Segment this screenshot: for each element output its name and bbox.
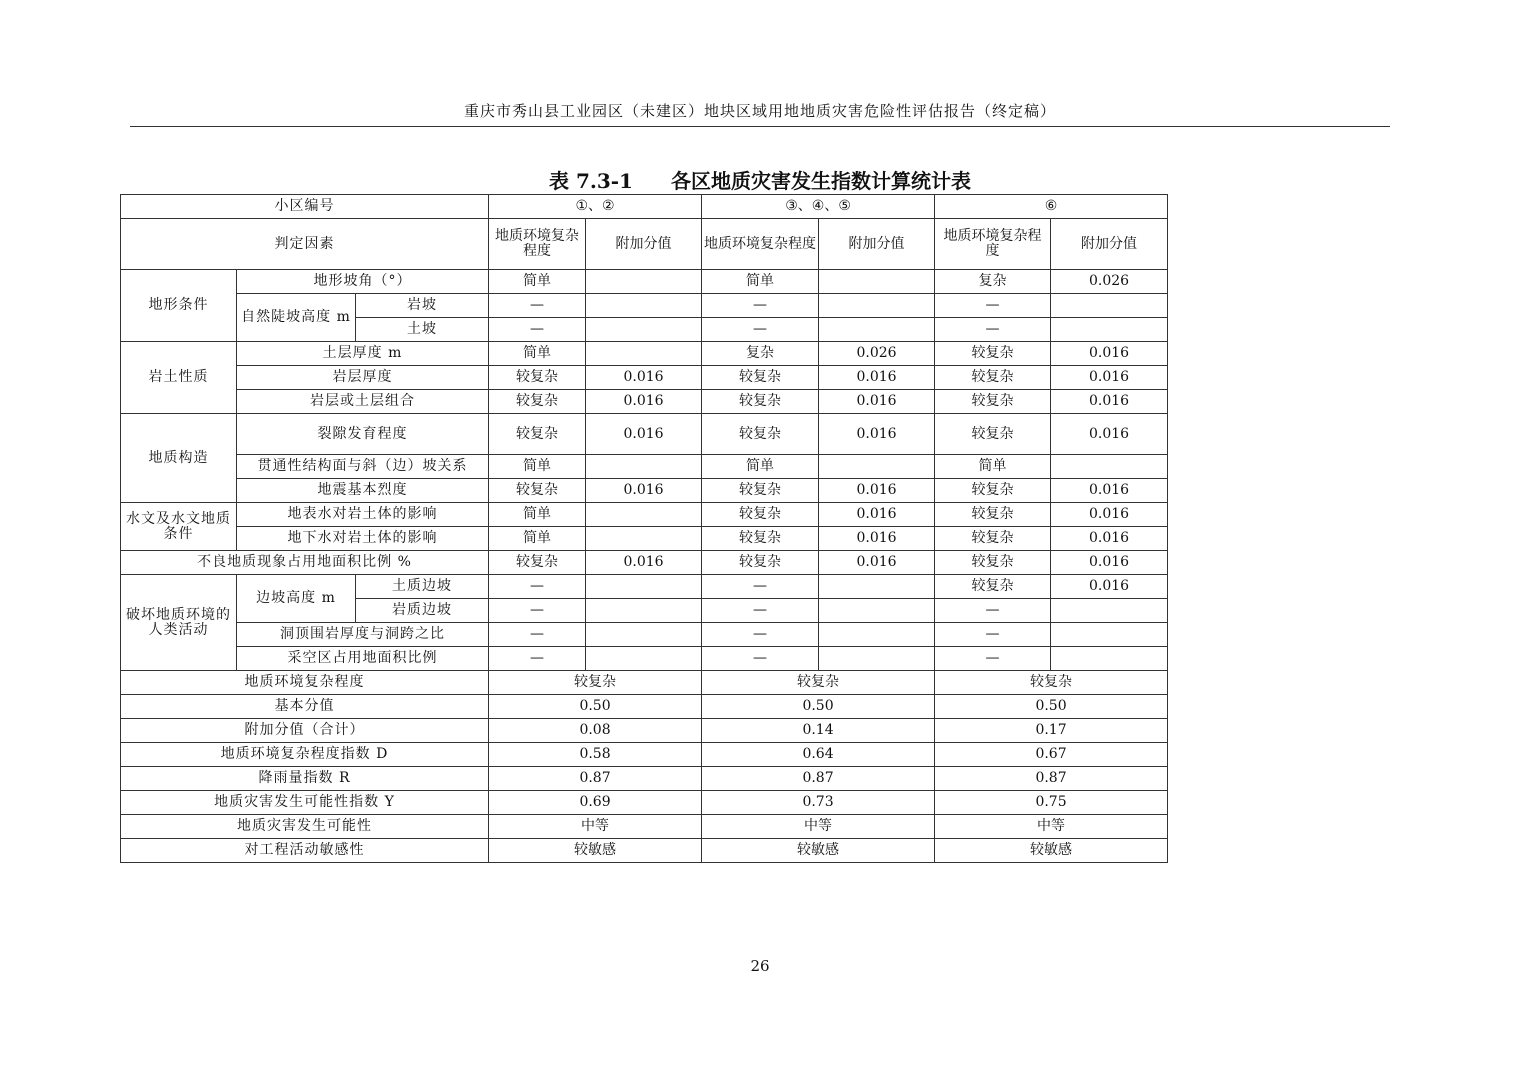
cell: 0.016 <box>586 390 702 414</box>
cell: 复杂 <box>935 270 1051 294</box>
cell: — <box>702 294 819 318</box>
summary-cell: 较复杂 <box>935 671 1168 695</box>
factor-label: 判定因素 <box>121 219 489 270</box>
factor-label: 地震基本烈度 <box>237 479 489 503</box>
summary-cell: 中等 <box>489 815 702 839</box>
cell: 简单 <box>489 527 586 551</box>
factor-label: 岩质边坡 <box>356 599 489 623</box>
cell: 0.016 <box>819 551 935 575</box>
cell <box>819 294 935 318</box>
cell <box>586 455 702 479</box>
cell: 较复杂 <box>702 414 819 455</box>
cell <box>819 647 935 671</box>
cell: 0.016 <box>586 479 702 503</box>
cell: 0.016 <box>819 503 935 527</box>
cell <box>586 342 702 366</box>
cell: 较复杂 <box>935 527 1051 551</box>
summary-cell: 0.17 <box>935 719 1168 743</box>
summary-cell: 较敏感 <box>935 839 1168 863</box>
cell: 0.016 <box>819 479 935 503</box>
cell: 0.016 <box>1051 503 1168 527</box>
summary-label: 地质环境复杂程度 <box>121 671 489 695</box>
cell: — <box>702 623 819 647</box>
cell: 简单 <box>702 455 819 479</box>
cell <box>819 575 935 599</box>
cell <box>819 455 935 479</box>
summary-cell: 0.50 <box>935 695 1168 719</box>
cell: 0.016 <box>1051 575 1168 599</box>
summary-cell: 较敏感 <box>702 839 935 863</box>
cell: 较复杂 <box>489 414 586 455</box>
summary-label: 地质灾害发生可能性指数 Y <box>121 791 489 815</box>
cell <box>586 527 702 551</box>
cell: — <box>935 294 1051 318</box>
summary-cell: 较敏感 <box>489 839 702 863</box>
factor-label: 土层厚度 m <box>237 342 489 366</box>
table-title <box>0 165 1520 194</box>
zone-header: ①、② <box>489 195 702 219</box>
cell: 较复杂 <box>935 414 1051 455</box>
cell: 较复杂 <box>489 551 586 575</box>
factor-label: 岩层厚度 <box>237 366 489 390</box>
header-rule <box>130 126 1390 127</box>
summary-cell: 0.14 <box>702 719 935 743</box>
cell: 较复杂 <box>935 551 1051 575</box>
cell: — <box>935 623 1051 647</box>
col-addition: 附加分值 <box>586 219 702 270</box>
summary-cell: 0.87 <box>702 767 935 791</box>
cell: — <box>702 647 819 671</box>
cell: 较复杂 <box>935 503 1051 527</box>
cell: — <box>702 575 819 599</box>
page-number: 26 <box>750 957 770 975</box>
summary-cell: 较复杂 <box>489 671 702 695</box>
summary-cell: 中等 <box>935 815 1168 839</box>
cell: 简单 <box>935 455 1051 479</box>
group-structure: 地质构造 <box>121 414 237 503</box>
subgroup-slope-height: 边坡高度 m <box>237 575 356 623</box>
cell: 0.016 <box>1051 527 1168 551</box>
summary-cell: 0.08 <box>489 719 702 743</box>
cell <box>819 599 935 623</box>
cell <box>1051 455 1168 479</box>
cell <box>586 599 702 623</box>
cell: — <box>489 647 586 671</box>
col-complexity: 地质环境复杂程度 <box>935 219 1051 270</box>
col-complexity: 地质环境复杂程度 <box>489 219 586 270</box>
cell: 较复杂 <box>935 479 1051 503</box>
summary-cell: 0.67 <box>935 743 1168 767</box>
cell: — <box>489 623 586 647</box>
cell <box>1051 647 1168 671</box>
summary-label: 对工程活动敏感性 <box>121 839 489 863</box>
cell: 0.026 <box>819 342 935 366</box>
summary-label: 降雨量指数 R <box>121 767 489 791</box>
cell <box>586 270 702 294</box>
col-addition: 附加分值 <box>1051 219 1168 270</box>
cell: — <box>489 599 586 623</box>
col-addition: 附加分值 <box>819 219 935 270</box>
cell: 简单 <box>489 270 586 294</box>
cell <box>1051 599 1168 623</box>
cell: 0.016 <box>586 366 702 390</box>
cell <box>819 318 935 342</box>
table-caption: 各区地质灾害发生指数计算统计表 <box>670 169 971 193</box>
table-number: 表 7.3-1 <box>549 169 633 193</box>
cell: 0.016 <box>819 390 935 414</box>
cell: 0.016 <box>1051 551 1168 575</box>
cell: 0.016 <box>1051 366 1168 390</box>
hazard-index-table <box>120 194 1168 863</box>
factor-label: 不良地质现象占用地面积比例 % <box>121 551 489 575</box>
cell: — <box>935 599 1051 623</box>
cell <box>819 623 935 647</box>
cell: 较复杂 <box>702 551 819 575</box>
summary-cell: 0.64 <box>702 743 935 767</box>
factor-label: 裂隙发育程度 <box>237 414 489 455</box>
cell: — <box>489 318 586 342</box>
cell <box>1051 294 1168 318</box>
cell: 0.016 <box>586 551 702 575</box>
cell: 0.016 <box>819 366 935 390</box>
factor-label: 地形坡角（°） <box>237 270 489 294</box>
cell: 简单 <box>702 270 819 294</box>
factor-label: 地下水对岩土体的影响 <box>237 527 489 551</box>
summary-cell: 0.87 <box>935 767 1168 791</box>
factor-label: 贯通性结构面与斜（边）坡关系 <box>237 455 489 479</box>
subgroup-natural-slope: 自然陡坡高度 m <box>237 294 356 342</box>
summary-label: 地质灾害发生可能性 <box>121 815 489 839</box>
cell <box>1051 623 1168 647</box>
cell: 0.016 <box>586 414 702 455</box>
cell <box>586 294 702 318</box>
summary-cell: 0.50 <box>702 695 935 719</box>
group-human: 破坏地质环境的人类活动 <box>121 575 237 671</box>
cell: 简单 <box>489 342 586 366</box>
summary-label: 附加分值（合计） <box>121 719 489 743</box>
cell: 较复杂 <box>702 366 819 390</box>
cell: 较复杂 <box>935 575 1051 599</box>
summary-cell: 0.73 <box>702 791 935 815</box>
group-terrain: 地形条件 <box>121 270 237 342</box>
col-complexity: 地质环境复杂程度 <box>702 219 819 270</box>
cell: 较复杂 <box>702 503 819 527</box>
cell <box>586 503 702 527</box>
cell: — <box>489 294 586 318</box>
factor-label: 洞顶围岩厚度与洞跨之比 <box>237 623 489 647</box>
cell: 0.016 <box>1051 479 1168 503</box>
cell: 0.016 <box>1051 390 1168 414</box>
summary-cell: 0.69 <box>489 791 702 815</box>
zone-label: 小区编号 <box>121 195 489 219</box>
factor-label: 土质边坡 <box>356 575 489 599</box>
cell: 较复杂 <box>489 479 586 503</box>
document-header: 重庆市秀山县工业园区（未建区）地块区域用地地质灾害危险性评估报告（终定稿） <box>463 102 1056 120</box>
cell: 0.016 <box>1051 414 1168 455</box>
summary-cell: 0.58 <box>489 743 702 767</box>
cell: 0.016 <box>819 527 935 551</box>
summary-cell: 中等 <box>702 815 935 839</box>
factor-label: 岩坡 <box>356 294 489 318</box>
cell: 复杂 <box>702 342 819 366</box>
summary-cell: 0.87 <box>489 767 702 791</box>
group-water: 水文及水文地质条件 <box>121 503 237 551</box>
summary-label: 地质环境复杂程度指数 D <box>121 743 489 767</box>
cell: 较复杂 <box>702 527 819 551</box>
cell: — <box>702 318 819 342</box>
cell <box>819 270 935 294</box>
cell: 较复杂 <box>935 366 1051 390</box>
factor-label: 地表水对岩土体的影响 <box>237 503 489 527</box>
cell: — <box>702 599 819 623</box>
summary-cell: 0.75 <box>935 791 1168 815</box>
summary-label: 基本分值 <box>121 695 489 719</box>
cell: — <box>935 647 1051 671</box>
summary-cell: 较复杂 <box>702 671 935 695</box>
cell: 较复杂 <box>702 390 819 414</box>
cell <box>586 623 702 647</box>
cell: 较复杂 <box>702 479 819 503</box>
cell: 较复杂 <box>489 366 586 390</box>
cell: 0.026 <box>1051 270 1168 294</box>
factor-label: 土坡 <box>356 318 489 342</box>
factor-label: 采空区占用地面积比例 <box>237 647 489 671</box>
cell: 简单 <box>489 455 586 479</box>
cell: 0.016 <box>819 414 935 455</box>
cell <box>586 647 702 671</box>
factor-label: 岩层或土层组合 <box>237 390 489 414</box>
cell: — <box>935 318 1051 342</box>
cell: 较复杂 <box>935 390 1051 414</box>
zone-header: ⑥ <box>935 195 1168 219</box>
group-soil: 岩土性质 <box>121 342 237 414</box>
cell: 简单 <box>489 503 586 527</box>
cell <box>586 575 702 599</box>
cell <box>586 318 702 342</box>
summary-cell: 0.50 <box>489 695 702 719</box>
cell: 0.016 <box>1051 342 1168 366</box>
zone-header: ③、④、⑤ <box>702 195 935 219</box>
cell: 较复杂 <box>935 342 1051 366</box>
cell: 较复杂 <box>489 390 586 414</box>
cell: — <box>489 575 586 599</box>
cell <box>1051 318 1168 342</box>
